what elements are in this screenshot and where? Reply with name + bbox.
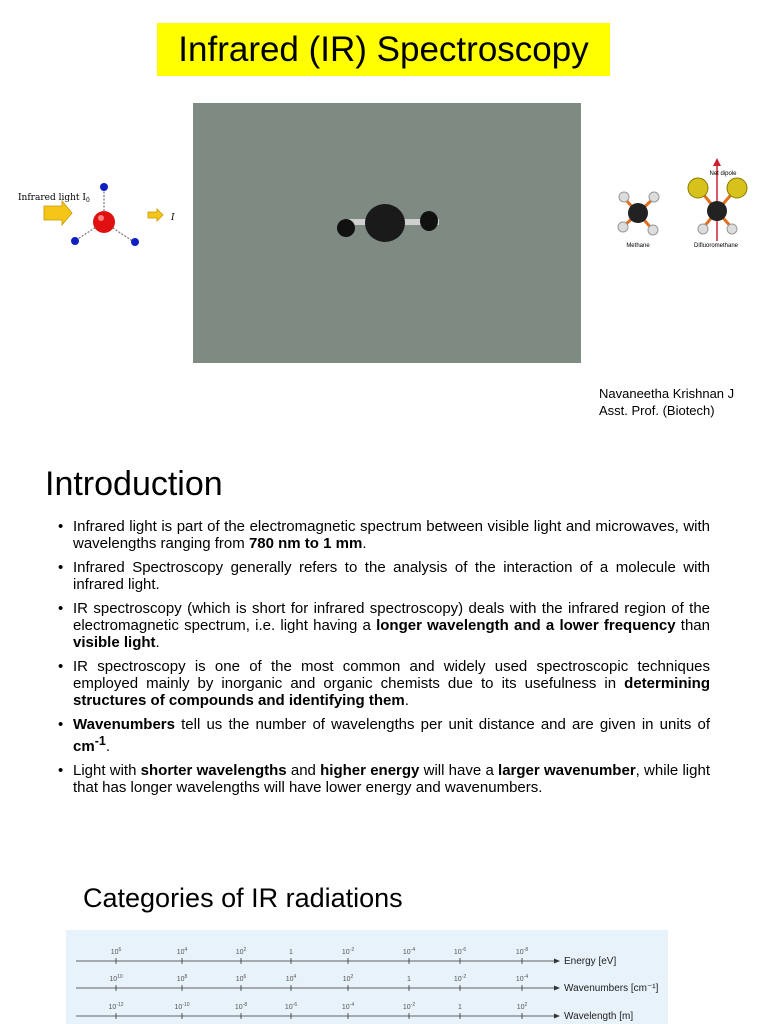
- atom-right: [131, 238, 139, 246]
- introduction-item: [55, 762, 710, 796]
- introduction-text: Wavenumbers: [73, 716, 175, 733]
- introduction-text: .: [404, 692, 409, 709]
- bullet-icon: •: [58, 518, 64, 535]
- scale-tick-label: $10^6$: [235, 974, 247, 983]
- scale-tick-label: $10^6$: [110, 947, 122, 956]
- vibrating-molecule-image: [193, 103, 581, 363]
- introduction-text: than: [675, 617, 710, 634]
- introduction-text: , while light that has longer wavelengths will have lower energy and wavenumbers.: [73, 762, 710, 796]
- bullet-icon: •: [58, 716, 64, 733]
- introduction-item: [55, 518, 710, 552]
- scale-row-label: Wavenumbers [cm⁻¹]: [564, 983, 659, 994]
- scale-row-label: Energy [eV]: [564, 956, 617, 967]
- dipole-molecules-figure: [608, 156, 758, 256]
- scale-tick-label: $10^{10}$: [109, 974, 123, 983]
- methane-model: [618, 192, 659, 235]
- bullet-icon: •: [58, 559, 64, 576]
- introduction-list: [55, 518, 710, 803]
- introduction-text: .: [155, 634, 160, 651]
- svg-text:Net dipole: Net dipole: [709, 171, 737, 177]
- introduction-text: longer wavelength and a lower frequency: [376, 617, 676, 634]
- scale-row-label: Wavelength [m]: [564, 1011, 634, 1022]
- introduction-text: determining structures of compounds and identifying them: [73, 675, 710, 709]
- introduction-text: tell us the number of wavelengths per unit distance and are given in units of: [174, 716, 710, 733]
- atom-left: [71, 237, 79, 245]
- atom-top: [100, 183, 108, 191]
- ir-light-label: Infrared light $I_0$: [18, 193, 90, 204]
- scale-tick-label: $10^{-4}$: [515, 974, 529, 983]
- scale-arrow-icon: [554, 959, 560, 964]
- scale-tick-label: $10^{-4}$: [341, 1002, 355, 1011]
- svg-text:I: I: [171, 213, 175, 223]
- introduction-text: and: [286, 762, 321, 779]
- scale-tick-label: $10^{-2}$: [341, 947, 355, 956]
- scale-tick-label: $10^4$: [176, 947, 188, 956]
- introduction-text: Light with: [73, 762, 141, 779]
- svg-text:Methane: Methane: [626, 243, 650, 249]
- introduction-text: visible light: [73, 634, 156, 651]
- molecule-video-frame: [193, 103, 581, 363]
- scale-tick-label: $10^{-6}$: [284, 1002, 298, 1011]
- scale-tick-label: 1: [289, 949, 293, 956]
- scale-tick-label: $10^{-4}$: [402, 947, 416, 956]
- introduction-text: 780 nm to 1 mm: [248, 535, 363, 552]
- author-name: Navaneetha Krishnan J: [599, 386, 735, 401]
- introduction-text: higher energy: [320, 762, 420, 779]
- scale-tick-label: $10^4$: [285, 974, 297, 983]
- introduction-text: shorter wavelengths: [140, 762, 287, 779]
- scale-tick-label: $10^{-10}$: [174, 1002, 190, 1011]
- scale-tick-label: $10^8$: [176, 974, 188, 983]
- introduction-heading: Introduction: [45, 465, 223, 503]
- introduction-text: .: [362, 535, 367, 552]
- bullet-icon: •: [58, 600, 64, 617]
- introduction-text: -1: [94, 734, 106, 748]
- categories-heading: Categories of IR radiations: [83, 883, 403, 913]
- scale-tick-label: $10^2$: [235, 947, 247, 956]
- introduction-text: larger wavenumber: [498, 762, 636, 779]
- author-block: [599, 385, 734, 419]
- scale-arrow-icon: [554, 1014, 560, 1019]
- scale-tick-label: $10^{-2}$: [453, 974, 467, 983]
- svg-text:Difluoromethane: Difluoromethane: [693, 243, 739, 249]
- scale-tick-label: 1: [458, 1004, 462, 1011]
- introduction-text: .: [105, 738, 110, 755]
- scale-tick-label: $10^2$: [342, 974, 354, 983]
- page-title: Infrared (IR) Spectroscopy: [157, 23, 610, 76]
- input-arrow-icon: [44, 201, 72, 225]
- scale-tick-label: $10^{-6}$: [453, 947, 467, 956]
- introduction-item: [55, 658, 710, 709]
- ir-scale-chart: [66, 930, 668, 1024]
- introduction-text: Infrared light is part of the electromagnetic spectrum between visible light and microwaves, with wavelengths ranging from: [73, 518, 710, 552]
- dipole-arrow-icon: [713, 158, 721, 166]
- introduction-text: IR spectroscopy (which is short for infrared spectroscopy) deals with the infrared region of the electromagnetic spectrum, i.e. light having a: [73, 600, 710, 634]
- scale-tick-label: $10^{-2}$: [402, 1002, 416, 1011]
- author-position: Asst. Prof. (Biotech): [599, 403, 715, 418]
- scale-tick-label: $10^{-8}$: [234, 1002, 248, 1011]
- central-atom: [93, 211, 115, 233]
- introduction-text: IR spectroscopy is one of the most common and widely used spectroscopic techniques employed mainly by inorganic and organic chemists due to its usefulness in: [73, 658, 710, 692]
- introduction-text: will have a: [419, 762, 499, 779]
- introduction-item: [55, 559, 710, 593]
- bullet-icon: •: [58, 658, 64, 675]
- introduction-text: Infrared Spectroscopy generally refers to the analysis of the interaction of a molecule with infrared light.: [73, 559, 710, 593]
- scale-tick-label: $10^{-12}$: [108, 1002, 124, 1011]
- scale-tick-label: 1: [407, 976, 411, 983]
- ir-molecule-figure: [14, 180, 182, 250]
- scale-tick-label: $10^{-8}$: [515, 947, 529, 956]
- introduction-text: cm: [73, 738, 95, 755]
- scale-tick-label: $10^2$: [516, 1002, 528, 1011]
- output-arrow-icon: [148, 209, 163, 221]
- introduction-item: [55, 716, 710, 755]
- introduction-item: [55, 600, 710, 651]
- scale-arrow-icon: [554, 986, 560, 991]
- bullet-icon: •: [58, 762, 64, 779]
- ir-scale-svg: [66, 930, 668, 1024]
